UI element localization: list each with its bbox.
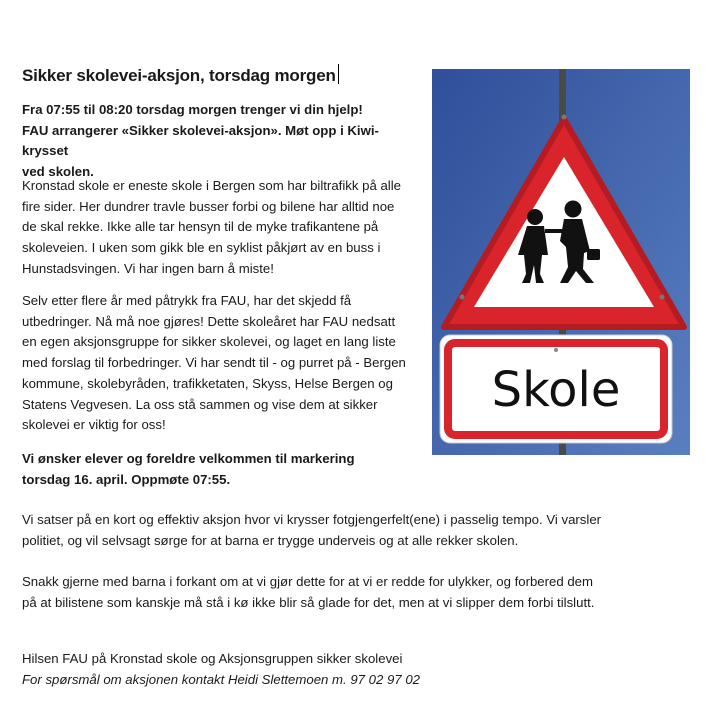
text-line: Selv etter flere år med påtrykk fra FAU, har det skjedd få bbox=[22, 293, 352, 308]
closing bbox=[22, 649, 662, 690]
paragraph-1 bbox=[22, 176, 424, 280]
text-line: med forslag til forbedringer. Vi har sendt til - og purret på - Bergen bbox=[22, 355, 406, 371]
text-line: utbedringer. Nå må noe gjøres! Dette skoleåret har FAU nedsatt bbox=[22, 313, 396, 329]
text-cursor bbox=[338, 64, 339, 84]
text-line: Snakk gjerne med barna i forkant om at vi gjør dette for at vi er redde for ulykker, og forbered dem bbox=[22, 574, 594, 589]
document-title: Sikker skolevei-aksjon, torsdag morgen bbox=[22, 64, 339, 86]
school-sign-illustration bbox=[432, 69, 690, 455]
text-line: ved skolen. bbox=[22, 164, 94, 180]
text-line: de skal rekke. Ikke alle tar hensyn til de myke trafikantene på bbox=[22, 219, 379, 235]
invitation-paragraph bbox=[22, 449, 424, 490]
text-line: en egen aksjonsgruppe for sikker skolevei, og laget en lang liste bbox=[22, 334, 396, 350]
text-line: politiet, og vil selvsagt sørge for at barna er trygge underveis og at alle rekker skolen. bbox=[22, 532, 519, 548]
signature: Hilsen FAU på Kronstad skole og Aksjonsgruppen sikker skolevei bbox=[22, 651, 403, 666]
paragraph-4 bbox=[22, 572, 662, 613]
text-line: Fra 07:55 til 08:20 torsdag morgen trenger vi din hjelp! bbox=[22, 102, 363, 117]
text-line: skolevei er viktig for oss! bbox=[22, 417, 166, 433]
skole-sign bbox=[440, 335, 672, 443]
text-line: Hunstadsvingen. Vi har ingen barn å miste! bbox=[22, 260, 274, 276]
school-sign-photo bbox=[432, 69, 690, 455]
text-line: Vi satser på en kort og effektiv aksjon hvor vi krysser fotgjengerfelt(ene) i passelig tempo. Vi varsler bbox=[22, 512, 602, 527]
text-line: torsdag 16. april. Oppmøte 07:55. bbox=[22, 471, 231, 487]
text-line: kommune, skolebyråden, trafikketaten, Skyss, Helse Bergen og bbox=[22, 375, 393, 391]
paragraph-3 bbox=[22, 510, 662, 551]
text-line: FAU arrangerer «Sikker skolevei-aksjon». Møt opp i Kiwi-krysset bbox=[22, 122, 379, 159]
text-line: Vi ønsker elever og foreldre velkommen til markering bbox=[22, 451, 355, 466]
text-line: Kronstad skole er eneste skole i Bergen som har biltrafikk på alle bbox=[22, 178, 401, 193]
sign-text: Skole bbox=[491, 362, 621, 418]
intro-paragraph bbox=[22, 100, 424, 183]
text-line: fire sider. Her dundrer travle busser forbi og bilene har alltid noe bbox=[22, 198, 395, 214]
paragraph-2 bbox=[22, 291, 424, 436]
text-line: skoleveien. I uken som gikk ble en syklist påkjørt av en buss i bbox=[22, 240, 381, 256]
contact-line: For spørsmål om aksjonen kontakt Heidi Slettemoen m. 97 02 97 02 bbox=[22, 671, 421, 687]
text-line: Statens Vegvesen. La oss stå sammen og vise dem at sikker bbox=[22, 396, 378, 412]
text-line: på at bilistene som kanskje må stå i kø ikke blir så glade for det, men at vi slipper dem forbi tilslutt. bbox=[22, 594, 595, 610]
